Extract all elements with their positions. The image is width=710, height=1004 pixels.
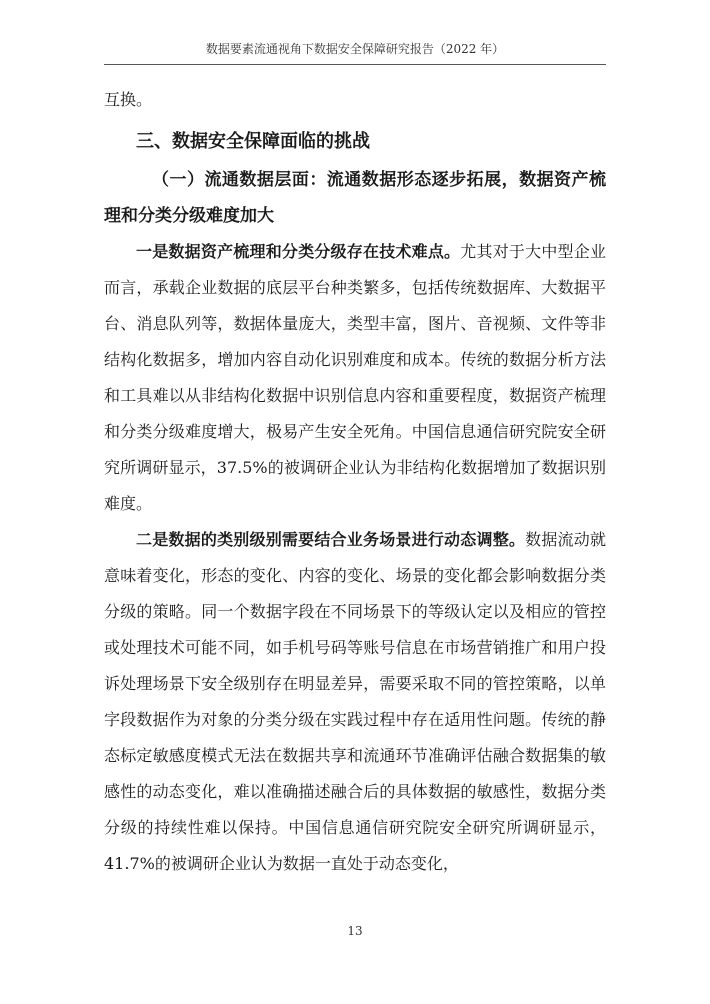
header-rule: [104, 64, 606, 65]
paragraph-2-text: 数据流动就意味着变化，形态的变化、内容的变化、场景的变化都会影响数据分类分级的策略。同一个数据字段在不同场景下的等级认定以及相应的管控或处理技术可能不同，如手机号码等账号信息在市场营销推广和用户投诉处理场景下安全级别存在明显差异，需要采取不同的管控策略，以单字段数据作为对象的分类分级在实践过程中存在适用性问题。传统的静态标定敏感度模式无法在数据共享和流通环节准确评估融合数据集的敏感性的动态变化，难以准确描述融合后的具体数据的敏感性，数据分类分级的持续性难以保持。中国信息通信研究院安全研究所调研显示，41.7%的被调研企业认为数据一直处于动态变化，: [104, 530, 606, 873]
continued-text: 互换。: [104, 90, 153, 109]
subsection-heading: （一）流通数据层面：流通数据形态逐步拓展，数据资产梳理和分类分级难度加大: [104, 170, 606, 226]
running-header: 数据要素流通视角下数据安全保障研究报告（2022 年）: [205, 42, 505, 56]
section-heading: 三、数据安全保障面临的挑战: [136, 131, 370, 152]
page-number: 13: [347, 924, 363, 938]
paragraph-1-text: 尤其对于大中型企业而言，承载企业数据的底层平台种类繁多，包括传统数据库、大数据平台、消息队列等，数据体量庞大，类型丰富，图片、音视频、文件等非结构化数据多，增加内容自动化识别难度和成本。传统的数据分析方法和工具难以从非结构化数据中识别信息内容和重要程度，数据资产梳理和分类分级难度增大，极易产生安全死角。中国信息通信研究院安全研究所调研显示，37.5%的被调研企业认为非结构化数据增加了数据识别难度。: [104, 242, 606, 513]
paragraph-1: [104, 234, 606, 522]
body-text: [104, 82, 606, 882]
paragraph-1-lead: 一是数据资产梳理和分类分级存在技术难点。: [136, 242, 461, 261]
paragraph-2: [104, 522, 606, 882]
paragraph-2-lead: 二是数据的类别级别需要结合业务场景进行动态调整。: [136, 530, 526, 549]
